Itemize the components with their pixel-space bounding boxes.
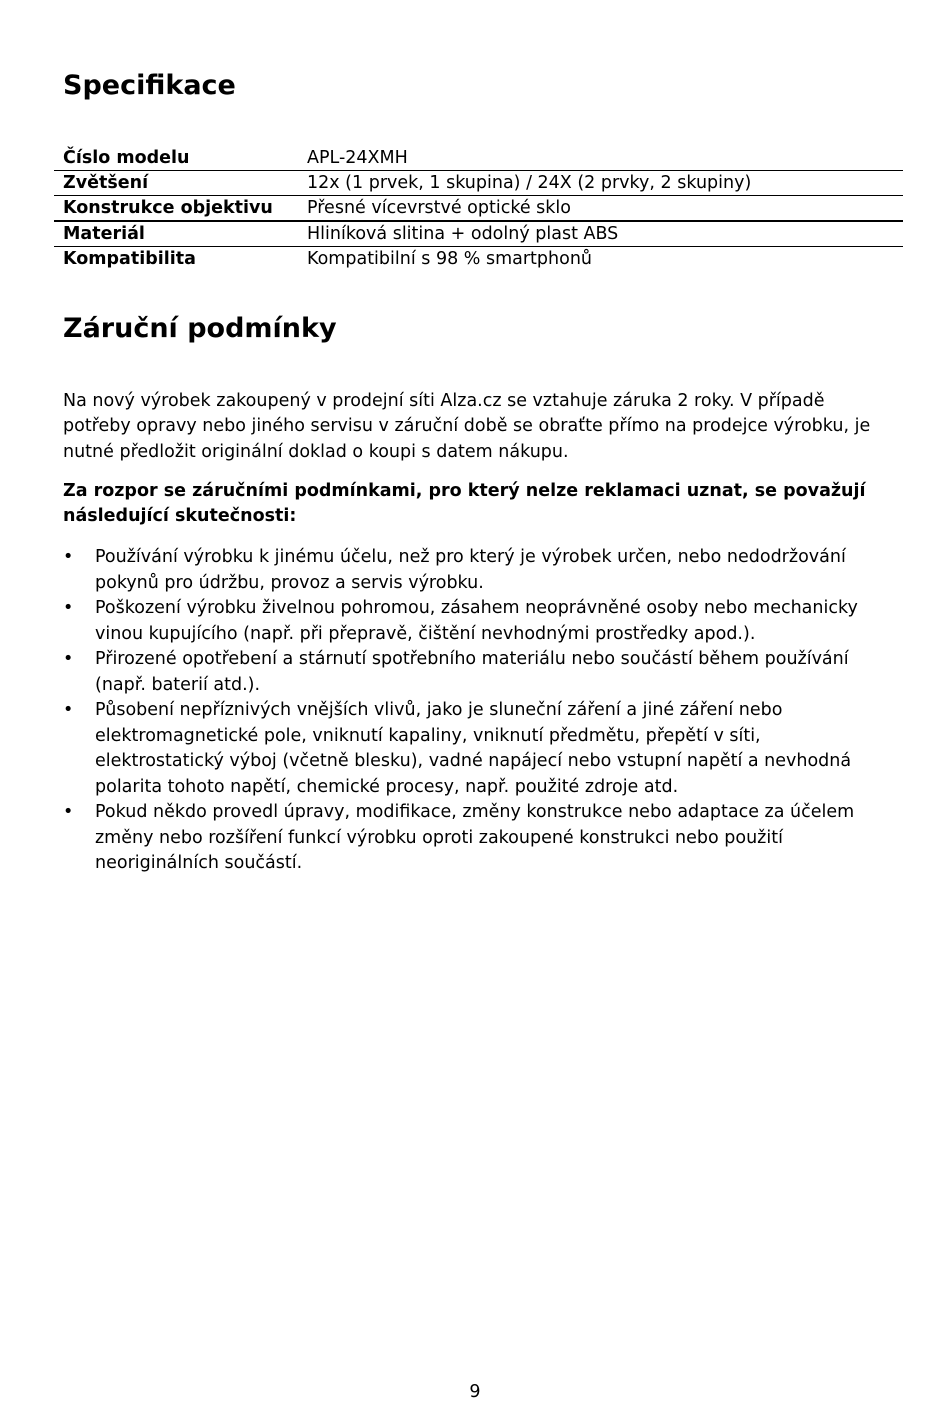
spec-value: Kompatibilní s 98 % smartphonů <box>307 249 592 269</box>
spec-row-model <box>54 146 903 171</box>
list-item-text: Přirozené opotřebení a stárnutí spotřebního materiálu nebo součástí během používání (např. baterií atd.). <box>95 649 849 695</box>
list-item-text: Působení nepříznivých vnějších vlivů, jako je sluneční záření a jiné záření nebo elektromagnetické pole, vniknutí kapaliny, vniknutí předmětu, přepětí v síti, elektrostatický výboj (včetně blesku), vadné napájecí nebo vstupní napětí a nevhodná polarita tohoto napětí, chemické procesy, např. použité zdroje atd. <box>95 700 852 797</box>
specifications-table <box>54 146 903 271</box>
list-item <box>63 596 893 647</box>
list-item <box>63 647 893 698</box>
list-item <box>63 698 893 800</box>
bullet-icon: • <box>63 649 74 669</box>
bullet-icon: • <box>63 802 74 822</box>
spec-value: APL-24XMH <box>298 146 903 171</box>
spec-row-compatibility <box>54 247 903 272</box>
warranty-heading: Záruční podmínky <box>63 313 337 344</box>
spec-row-zoom <box>54 171 903 196</box>
bullet-icon: • <box>63 547 74 567</box>
list-item <box>63 545 893 596</box>
warranty-exclusions-list <box>63 545 893 877</box>
list-item <box>63 800 893 877</box>
spec-label: Kompatibilita <box>63 249 196 269</box>
page-number: 9 <box>469 1382 481 1402</box>
spec-row-material <box>54 221 903 247</box>
warranty-exclusions-lead: Za rozpor se záručními podmínkami, pro který nelze reklamaci uznat, se považují následující skutečnosti: <box>63 481 866 527</box>
bullet-icon: • <box>63 700 74 720</box>
spec-label: Konstrukce objektivu <box>54 196 298 222</box>
list-item-text: Používání výrobku k jinému účelu, než pro který je výrobek určen, nebo nedodržování pokynů pro údržbu, provoz a servis výrobku. <box>95 547 846 593</box>
spec-value: 12x (1 prvek, 1 skupina) / 24X (2 prvky, 2 skupiny) <box>298 171 903 196</box>
warranty-intro-paragraph: Na nový výrobek zakoupený v prodejní síti Alza.cz se vztahuje záruka 2 roky. V případě potřeby opravy nebo jiného servisu v záruční době se obraťte přímo na prodejce výrobku, je nutné předložit originální doklad o koupi s datem nákupu. <box>63 391 871 462</box>
spec-value: Přesné vícevrstvé optické sklo <box>298 196 903 222</box>
bullet-icon: • <box>63 598 74 618</box>
spec-label: Materiál <box>54 221 298 247</box>
list-item-text: Pokud někdo provedl úpravy, modifikace, změny konstrukce nebo adaptace za účelem změny nebo rozšíření funkcí výrobku oproti zakoupené konstrukci nebo použití neoriginálních součástí. <box>95 802 855 873</box>
specifications-heading: Specifikace <box>63 70 236 101</box>
list-item-text: Poškození výrobku živelnou pohromou, zásahem neoprávněné osoby nebo mechanicky vinou kupujícího (např. při přepravě, čištění nevhodnými prostředky apod.). <box>95 598 858 644</box>
spec-value: Hliníková slitina + odolný plast ABS <box>298 221 903 247</box>
spec-row-lens <box>54 196 903 222</box>
spec-label: Zvětšení <box>54 171 298 196</box>
spec-label: Číslo modelu <box>54 146 298 171</box>
